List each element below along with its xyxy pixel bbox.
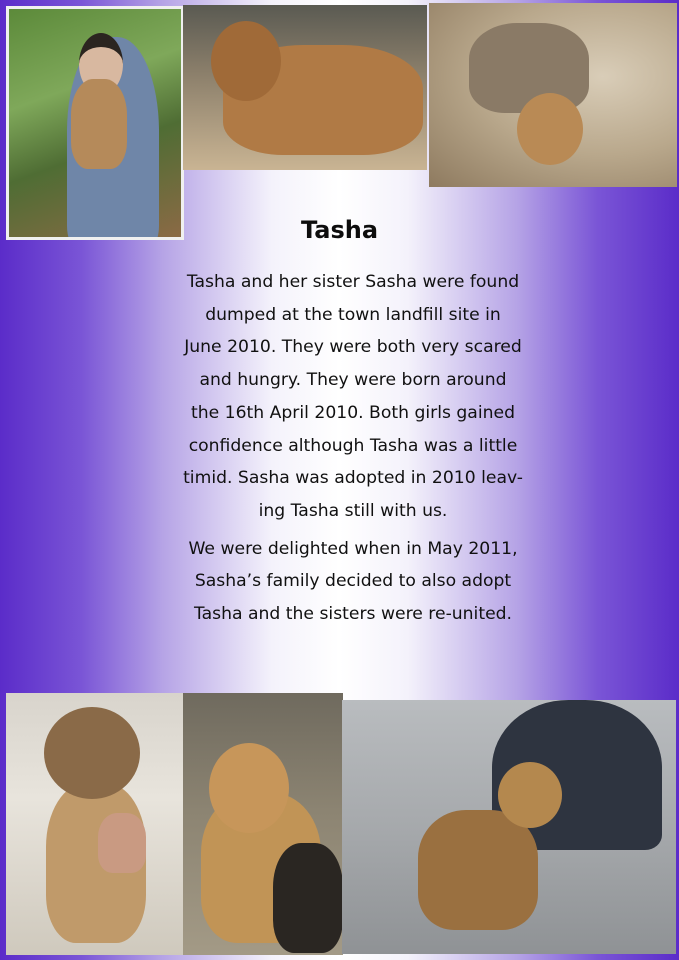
dark-dog [273, 843, 343, 953]
story-line: We were delighted when in May 2011, [188, 538, 518, 559]
story-line: Sasha’s family decided to also adopt [194, 571, 512, 592]
dog-head [209, 743, 289, 833]
story-line: ing Tasha still with us. [258, 500, 448, 521]
story-line: Tasha and her sister Sasha were found [186, 272, 520, 292]
story-text [166, 266, 540, 631]
dog-head [498, 762, 562, 828]
puppy-head [517, 93, 583, 165]
story-line: dumped at the town landfill site in [205, 304, 501, 325]
dog-body [418, 810, 538, 930]
photo-dog-lying-by-fence [183, 5, 427, 170]
story-line: Tasha and the sisters were re-united. [193, 604, 513, 625]
photo-puppy-held-up [6, 693, 184, 955]
story-paragraph-1 [166, 266, 540, 528]
photo-dog-with-new-family [342, 700, 676, 954]
puppy-figure [71, 79, 127, 169]
dog-head [211, 21, 281, 101]
story-line: timid. Sasha was adopted in 2010 leav- [183, 468, 523, 489]
puppy-head [44, 707, 140, 799]
hand [98, 813, 146, 873]
story-line: June 2010. They were both very scared [184, 337, 522, 358]
photo-boy-holding-puppy [6, 6, 184, 240]
story-line: and hungry. They were born around [199, 370, 507, 391]
story-paragraph-2 [166, 533, 540, 631]
photo-puppy-sniffing-ground [429, 3, 677, 187]
story-line: confidence although Tasha was a little [188, 435, 518, 456]
photo-dog-sitting-by-fence [183, 693, 343, 955]
story-line: the 16th April 2010. Both girls gained [191, 402, 515, 423]
page-title: Tasha [300, 216, 379, 244]
